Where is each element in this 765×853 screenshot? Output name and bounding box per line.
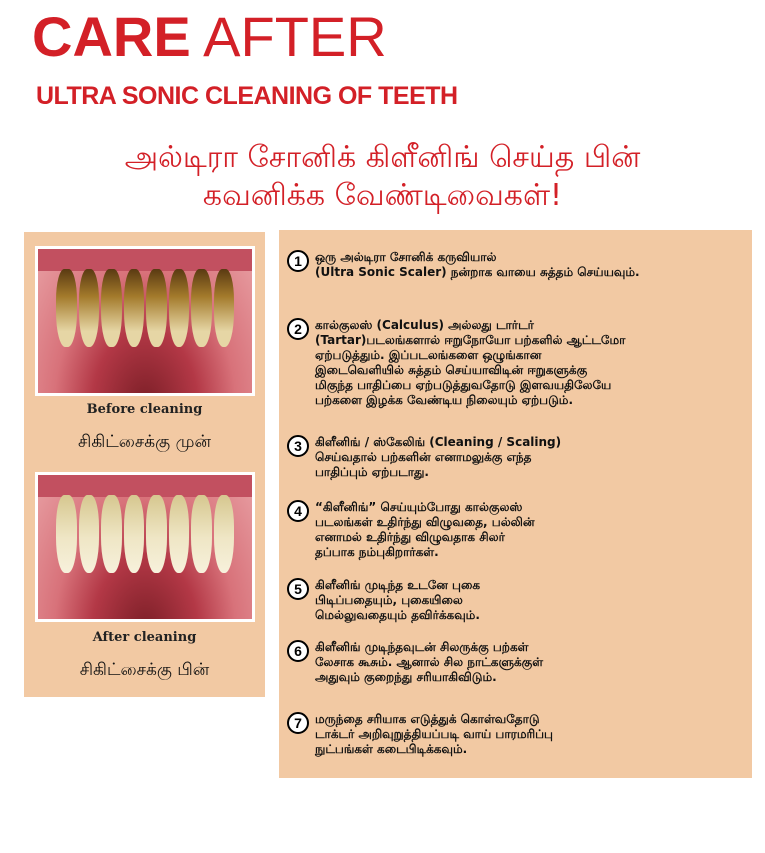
- instruction-item: [287, 250, 746, 280]
- instruction-text: கிளீனிங் முடிந்த உடனே புகை பிடிப்பதையும், புகையிலை மெல்லுவதையும் தவிர்க்கவும்.: [315, 578, 481, 622]
- number-badge: 6: [287, 640, 309, 662]
- title-care: CARE: [32, 5, 191, 68]
- instruction-text: கால்குலஸ் (Calculus) அல்லது டார்டர் (Tartar)படலங்களால் ஈறுநோயோ பற்களில் ஆட்டமோ ஏற்படுத்தும். இப்படலங்களை ஒழுங்கான இடைவெளியில் சுத்தம் செய்யாவிடின் ஈறுகளுக்கு மிகுந்த பாதிப்பை ஏற்படுத்துவதோடு இளவயதிலேயே பற்களை இழக்க வேண்டிய நிலையும் ஏற்படும்.: [315, 318, 626, 407]
- number-badge: 5: [287, 578, 309, 600]
- instruction-item: [287, 640, 746, 685]
- number-badge: 7: [287, 712, 309, 734]
- photo-panel: [24, 232, 265, 697]
- instruction-item: [287, 500, 746, 560]
- after-cleaning-photo: [35, 472, 255, 622]
- after-caption-ta: சிகிட்சைக்கு பின்: [79, 660, 210, 680]
- number-badge: 2: [287, 318, 309, 340]
- before-caption-ta: சிகிட்சைக்கு முன்: [78, 432, 211, 452]
- number-badge: 1: [287, 250, 309, 272]
- page-subtitle: ULTRA SONIC CLEANING OF TEETH: [36, 82, 458, 110]
- before-cleaning-photo: [35, 246, 255, 396]
- instruction-item: [287, 435, 746, 480]
- instruction-item: [287, 578, 746, 623]
- tamil-heading-line2: கவனிக்க வேண்டிவைகள்!: [202, 178, 563, 213]
- page-title: [32, 6, 387, 68]
- before-caption-en: Before cleaning: [86, 402, 203, 417]
- instruction-text: மருந்தை சரியாக எடுத்துக் கொள்வதோடு டாக்டர் அறிவுறுத்தியப்படி வாய் பாரமரிப்பு நுட்பங்கள் கடைபிடிக்கவும்.: [315, 712, 553, 756]
- instruction-item: [287, 712, 746, 757]
- instruction-text: கிளீனிங் முடிந்தவுடன் சிலருக்கு பற்கள் லேசாக கூசும். ஆனால் சில நாட்களுக்குள் அதுவும் குறைந்து சரியாகிவிடும்.: [315, 640, 544, 684]
- instruction-text: ஒரு அல்டிரா சோனிக் கருவியால் (Ultra Sonic Scaler) நன்றாக வாயை சுத்தம் செய்யவும்.: [315, 250, 640, 279]
- number-badge: 3: [287, 435, 309, 457]
- title-after: AFTER: [203, 5, 387, 68]
- instructions-panel: [279, 230, 752, 778]
- number-badge: 4: [287, 500, 309, 522]
- tamil-heading-line1: அல்டிரா சோனிக் கிளீனிங் செய்த பின்: [124, 140, 641, 175]
- instruction-text: “கிளீனிங்” செய்யும்போது கால்குலஸ் படலங்கள் உதிர்ந்து விழுவதை, பல்லின் எனாமல் உதிர்ந்து விழுவதாக சிலர் தப்பாக நம்புகிறார்கள்.: [315, 500, 535, 559]
- instruction-item: [287, 318, 746, 408]
- instruction-text: கிளீனிங் / ஸ்கேலிங் (Cleaning / Scaling) செய்வதால் பற்களின் எனாமலுக்கு எந்த பாதிப்பும் ஏற்படாது.: [315, 435, 562, 479]
- after-caption-en: After cleaning: [92, 630, 197, 645]
